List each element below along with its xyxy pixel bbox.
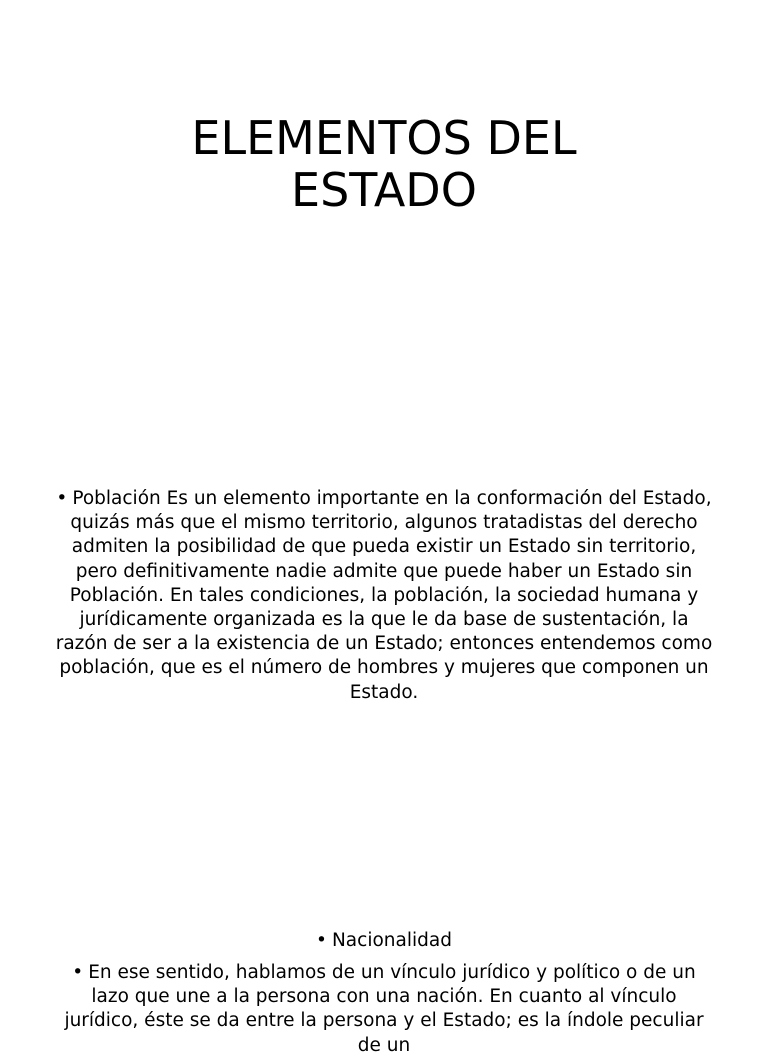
bullet-icon: •	[56, 488, 68, 509]
bullet-icon: •	[72, 962, 84, 983]
bullet-paragraph-poblacion	[52, 487, 716, 705]
paragraph-text: Nacionalidad	[331, 930, 452, 951]
page-title-line-1: ELEMENTOS DEL	[191, 111, 577, 165]
paragraph-text: En ese sentido, hablamos de un vínculo jurídico y político o de un lazo que une a la persona con una nación. En cuanto al vínculo jurídico, éste se da entre la persona y el Estado; es la índole peculiar de un	[64, 962, 704, 1056]
bullet-icon: •	[316, 930, 327, 951]
page-title	[0, 112, 768, 216]
bullet-paragraph-nacionalidad	[52, 929, 716, 953]
bullet-paragraph-vinculo	[52, 961, 716, 1058]
page-title-line-2: ESTADO	[291, 163, 477, 217]
paragraph-text: Población Es un elemento importante en la conformación del Estado, quizás más que el mismo territorio, algunos tratadistas del derecho admiten la posibilidad de que pueda existir un Estado sin territorio, pero definitivamente nadie admite que puede haber un Estado sin Población. En tales condiciones, la población, la sociedad humana y jurídicamente organizada es la que le da base de sustentación, la razón de ser a la existencia de un Estado; entonces entendemos como población, que es el número de hombres y mujeres que componen un Estado.	[55, 488, 713, 703]
